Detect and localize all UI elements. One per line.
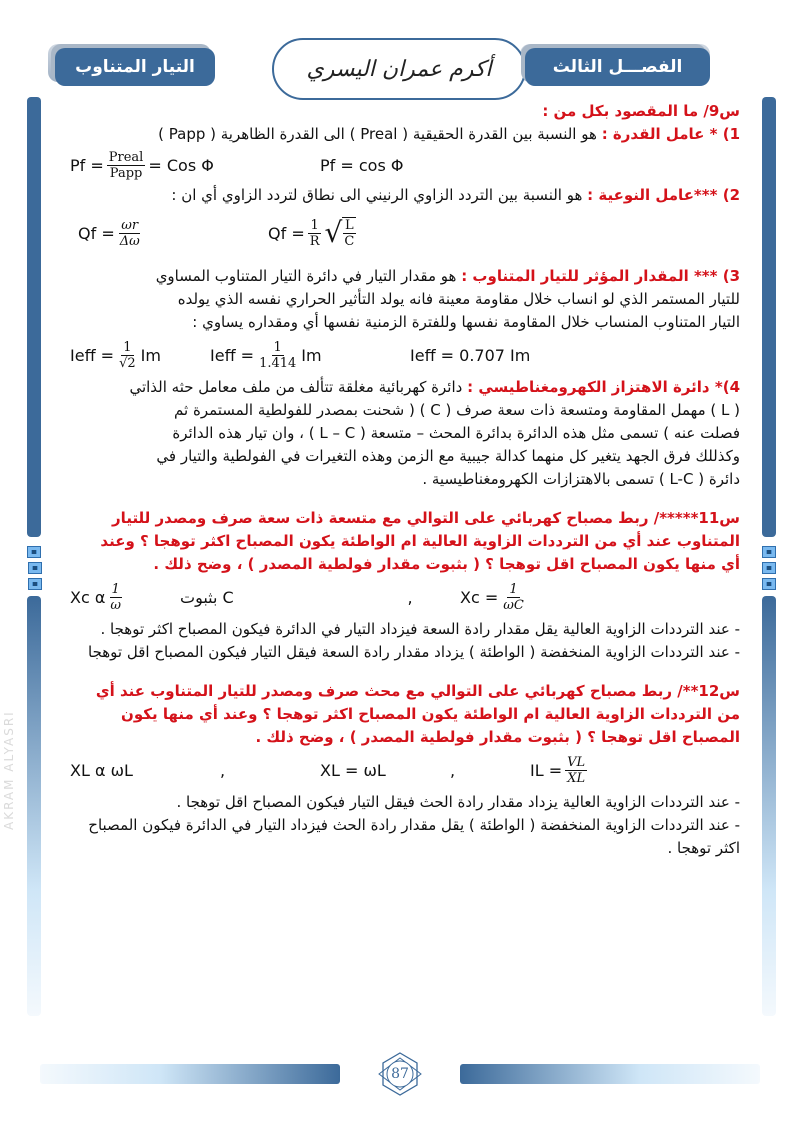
item2-label: 2) ***عامل النوعية : bbox=[587, 186, 740, 204]
q11-answer: - عند الترددات الزاوية العالية يقل مقدار رادة السعة فيزداد التيار في الدائرة فيكون المصباح اكثر توهجا . bbox=[100, 620, 740, 638]
q12-line: من الترددات الزاوية العالية ام الواطئة يكون المصباح اكثر توهجا ؟ وعند أي منها يكون bbox=[121, 705, 740, 723]
constant-note: C بثبوت bbox=[180, 587, 234, 607]
topic-label bbox=[55, 48, 215, 86]
item3-line: التيار المتناوب المنساب خلال المقاومة نفسها وللفترة الزمنية نفسها أي ومقداره يساوي : bbox=[192, 313, 740, 331]
eq-lhs: Xc = bbox=[460, 587, 499, 607]
eq-rhs: = Cos Φ bbox=[148, 155, 214, 175]
fraction: $\frac{1}{R}$ bbox=[309, 217, 320, 249]
square-bullet-icon bbox=[28, 578, 42, 590]
q9-item3 bbox=[70, 265, 740, 288]
eq-lhs: Qf = bbox=[78, 223, 115, 243]
eq-lhs: Qf = bbox=[268, 223, 305, 243]
author-logo-text: أكرم عمران اليسري bbox=[306, 56, 492, 82]
page-number: 87 bbox=[391, 1066, 409, 1082]
eq-lhs: Ieff = bbox=[210, 345, 255, 365]
item2-equations bbox=[70, 207, 740, 259]
q12-line: المصباح اقل توهجا ؟ ( بثبوت مقدار فولطية المصدر ) ، وضح ذلك . bbox=[255, 728, 740, 746]
radical-sign: √ bbox=[324, 216, 343, 249]
square-bullet-icon bbox=[28, 562, 42, 574]
author-logo bbox=[272, 38, 526, 100]
item4-line: دائرة كهربائية مغلقة تتألف من ملف معامل حثه الذاتي bbox=[129, 378, 463, 396]
footer-bar-left bbox=[40, 1064, 340, 1084]
side-bar-right-top bbox=[762, 97, 776, 537]
fraction: $\frac{\omega r}{\Delta\omega}$ bbox=[119, 217, 140, 249]
fraction: $\frac{1}{1.414}$ bbox=[259, 339, 297, 371]
square-bullet-icon bbox=[762, 562, 776, 574]
q11-answer: - عند الترددات الزاوية المنخفضة ( الواطئة ) يزداد مقدار رادة السعة فيقل التيار فيكون المصباح اقل توهجا bbox=[88, 643, 740, 661]
equation: Ieff = 0.707 Im bbox=[410, 345, 531, 365]
chapter-label bbox=[525, 48, 710, 86]
watermark: AKRAM ALYASRI bbox=[2, 710, 16, 830]
fraction: $\frac{VL}{XL}$ bbox=[567, 754, 586, 786]
chapter-text: الفصـــل الثالث bbox=[552, 57, 683, 77]
item4-line: وكذللك فرق الجهد يتغير كل منهما كدالة جيبية مع الزمن وهذه التغيرات في الفولطية والتيار في bbox=[156, 447, 740, 465]
square-bullet-icon bbox=[762, 578, 776, 590]
equation: XL = ωL bbox=[320, 760, 386, 780]
fraction: $\frac{\text{Preal}}{\text{Papp}}$ bbox=[108, 149, 144, 181]
q9-item4 bbox=[70, 376, 740, 399]
page-number-badge bbox=[377, 1051, 423, 1097]
square-root: √ $\frac{L}{C}$ bbox=[324, 216, 355, 249]
q11-line: أي منها يكون المصباح اقل توهجا ؟ ( بثبوت مقدار فولطية المصدر ) ، وضح ذلك . bbox=[153, 555, 740, 573]
eq-lhs: IL = bbox=[530, 760, 563, 780]
eq-rhs: Im bbox=[301, 345, 322, 365]
q9-item2 bbox=[70, 184, 740, 207]
eq-lhs: Ieff = bbox=[70, 345, 115, 365]
equation: Pf = cos Φ bbox=[320, 155, 404, 175]
q9-title: س9/ ما المقصود بكل من : bbox=[542, 102, 740, 120]
item4-line: دائرة ( L-C ) تسمى بالاهتزازات الكهرومغناطيسية . bbox=[422, 470, 740, 488]
fraction: $\frac{1}{\omega C}$ bbox=[503, 581, 524, 613]
side-bar-left-top bbox=[27, 97, 41, 537]
item3-line: للتيار المستمر الذي لو انساب خلال مقاومة معينة فانه يولد التأثير الحراري نفسه الذي يولده bbox=[177, 290, 740, 308]
eq-lhs: Pf = bbox=[70, 155, 104, 175]
item2-text: هو النسبة بين التردد الزاوي الرنيني الى نطاق لتردد الزاوي أي ان : bbox=[171, 186, 583, 204]
item1-equations bbox=[70, 146, 740, 184]
q12-answer: - عند الترددات الزاوية المنخفضة ( الواطئة ) يقل مقدار رادة الحث فيزداد التيار في الدائرة فيكون المصباح اكثر توهجا . bbox=[88, 816, 740, 857]
separator: , bbox=[220, 760, 226, 780]
separator: , bbox=[407, 587, 413, 607]
side-bar-right-bottom bbox=[762, 596, 776, 1016]
item4-label: 4)* دائرة الاهتزاز الكهرومغناطيسي : bbox=[467, 378, 740, 396]
q11-line: المتناوب عند أي من الترددات الزاوية العالية ام الواطئة يكون المصباح اكثر توهجا ؟ وعند bbox=[100, 532, 740, 550]
square-bullet-icon bbox=[27, 546, 41, 558]
item3-label: 3) *** المقدار المؤثر للتيار المتناوب : bbox=[461, 267, 740, 285]
separator: , bbox=[450, 760, 456, 780]
fraction: $\frac{1}{√2}$ bbox=[119, 339, 136, 371]
topic-text: التيار المتناوب bbox=[75, 57, 195, 77]
item4-line: فصلت عنه ) تسمى مثل هذه الدائرة بدائرة المحث – متسعة ( L – C ) ، وان تيار هذه الدائرة bbox=[172, 424, 740, 442]
q12-equations bbox=[70, 749, 740, 791]
q11-line: س11*****/ ربط مصباح كهربائي على التوالي مع متسعة ذات سعة صرف ومصدر للتيار bbox=[112, 509, 740, 527]
q9-item1 bbox=[70, 123, 740, 146]
side-bar-left-bottom bbox=[27, 596, 41, 1016]
equation: XL α ωL bbox=[70, 760, 133, 780]
q12-answer: - عند الترددات الزاوية العالية يزداد مقدار رادة الحث فيقل التيار فيكون المصباح اقل توهجا . bbox=[176, 793, 740, 811]
item3-equations bbox=[70, 334, 740, 376]
q12-line: س12**/ ربط مصباح كهربائي على التوالي مع محث صرف ومصدر للتيار المتناوب عند أي bbox=[95, 682, 740, 700]
square-bullet-icon bbox=[762, 546, 776, 558]
eq-rhs: Im bbox=[140, 345, 161, 365]
eq-lhs: Xc α bbox=[70, 587, 106, 607]
q11-equations bbox=[70, 576, 740, 618]
item3-line: هو مقدار التيار في دائرة التيار المتناوب المساوي bbox=[155, 267, 457, 285]
item4-line: ( L ) مهمل المقاومة ومتسعة ذات سعة صرف ( C ) ( شحنت بمصدر للفولطية المستمرة ثم bbox=[174, 401, 740, 419]
item1-text: هو النسبة بين القدرة الحقيقية ( Preal ) الى القدرة الظاهرية ( Papp ) bbox=[158, 125, 597, 143]
item1-label: 1) * عامل القدرة : bbox=[601, 125, 740, 143]
footer-bar-right bbox=[460, 1064, 760, 1084]
page-content bbox=[70, 100, 740, 860]
fraction: $\frac{1}{\omega}$ bbox=[110, 581, 121, 613]
